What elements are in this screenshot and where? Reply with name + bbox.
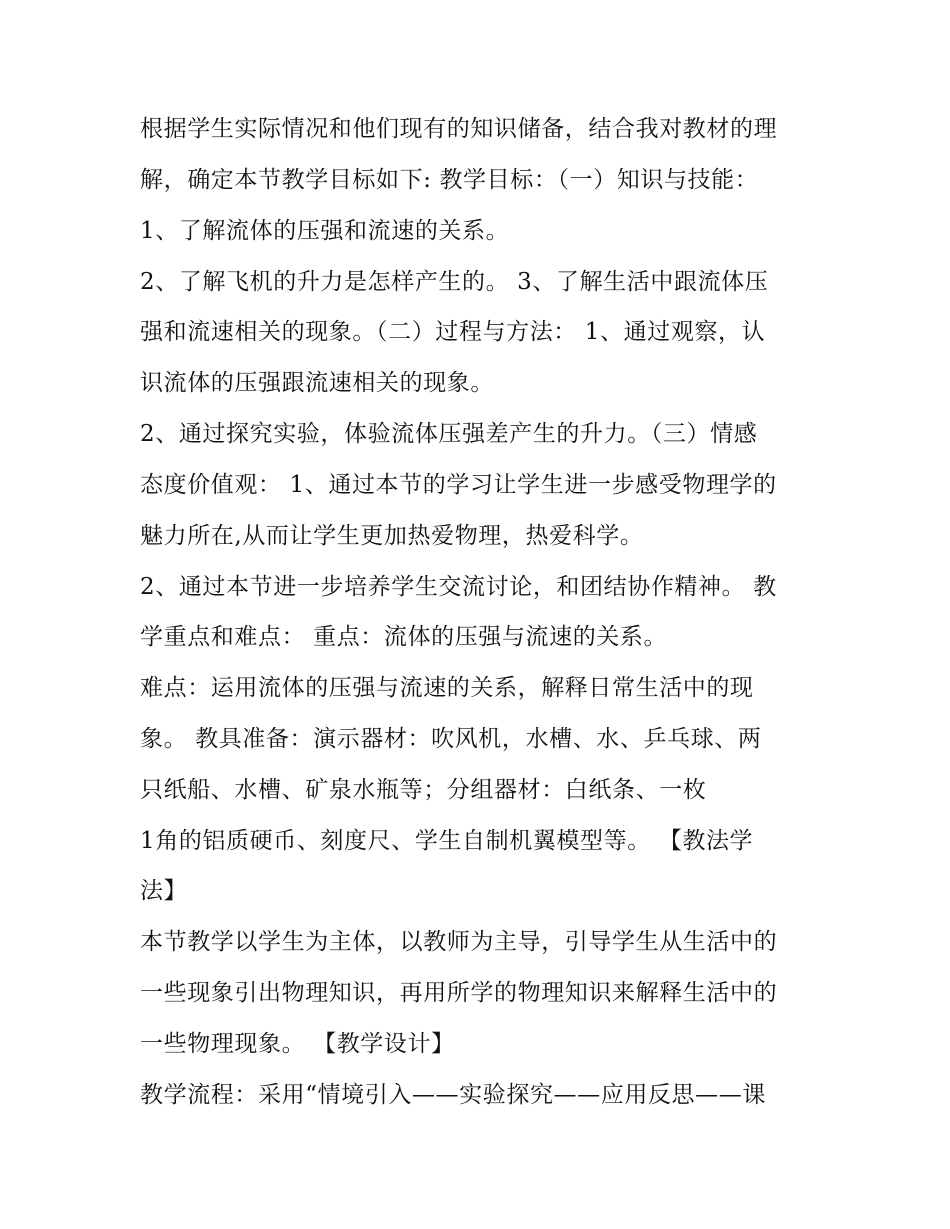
text-line-20: 教学流程：采用“情境引入——实验探究——应用反思——课 [140,1082,766,1108]
text-line-18: 一些现象引出物理知识，再用所学的物理知识来解释生活中的 [140,980,778,1006]
text-line-4: 2、了解飞机的升力是怎样产生的。 3、了解生活中跟流体压 [140,269,769,295]
text-line-12: 难点：运用流体的压强与流速的关系，解释日常生活中的现 [140,675,754,701]
text-line-2: 解，确定本节教学目标如下: 教学目标：（一）知识与技能： [140,167,759,193]
text-line-10: 2、通过本节进一步培养学生交流讨论，和团结协作精神。 教 [140,574,777,600]
text-line-19: 一些物理现象。 【教学设计】 [140,1031,455,1057]
text-line-7: 2、通过探究实验，体验流体压强差产生的升力。（三）情感 [140,421,758,447]
text-line-15: 1角的铝质硬币、刻度尺、学生自制机翼模型等。 【教法学 [140,828,754,854]
text-line-1: 根据学生实际情况和他们现有的知识储备，结合我对教材的理 [140,116,778,142]
text-line-9: 魅力所在,从而让学生更加热爱物理，热爱科学。 [140,523,644,549]
text-line-8: 态度价值观： 1、通过本节的学习让学生进一步感受物理学的 [140,472,777,498]
text-line-6: 识流体的压强跟流速相关的现象。 [140,370,494,396]
text-line-11: 学重点和难点： 重点：流体的压强与流速的关系。 [140,624,668,650]
text-line-5: 强和流速相关的现象。（二）过程与方法： 1、通过观察，认 [140,319,766,345]
text-line-14: 只纸船、水槽、矿泉水瓶等；分组器材：白纸条、一枚 [140,777,707,803]
text-line-16: 法】 [140,878,188,904]
text-line-3: 1、了解流体的压强和流速的关系。 [140,218,510,244]
text-line-13: 象。 教具准备：演示器材：吹风机，水槽、水、乒乓球、两 [140,726,762,752]
text-line-17: 本节教学以学生为主体，以教师为主导，引导学生从生活中的 [140,929,778,955]
